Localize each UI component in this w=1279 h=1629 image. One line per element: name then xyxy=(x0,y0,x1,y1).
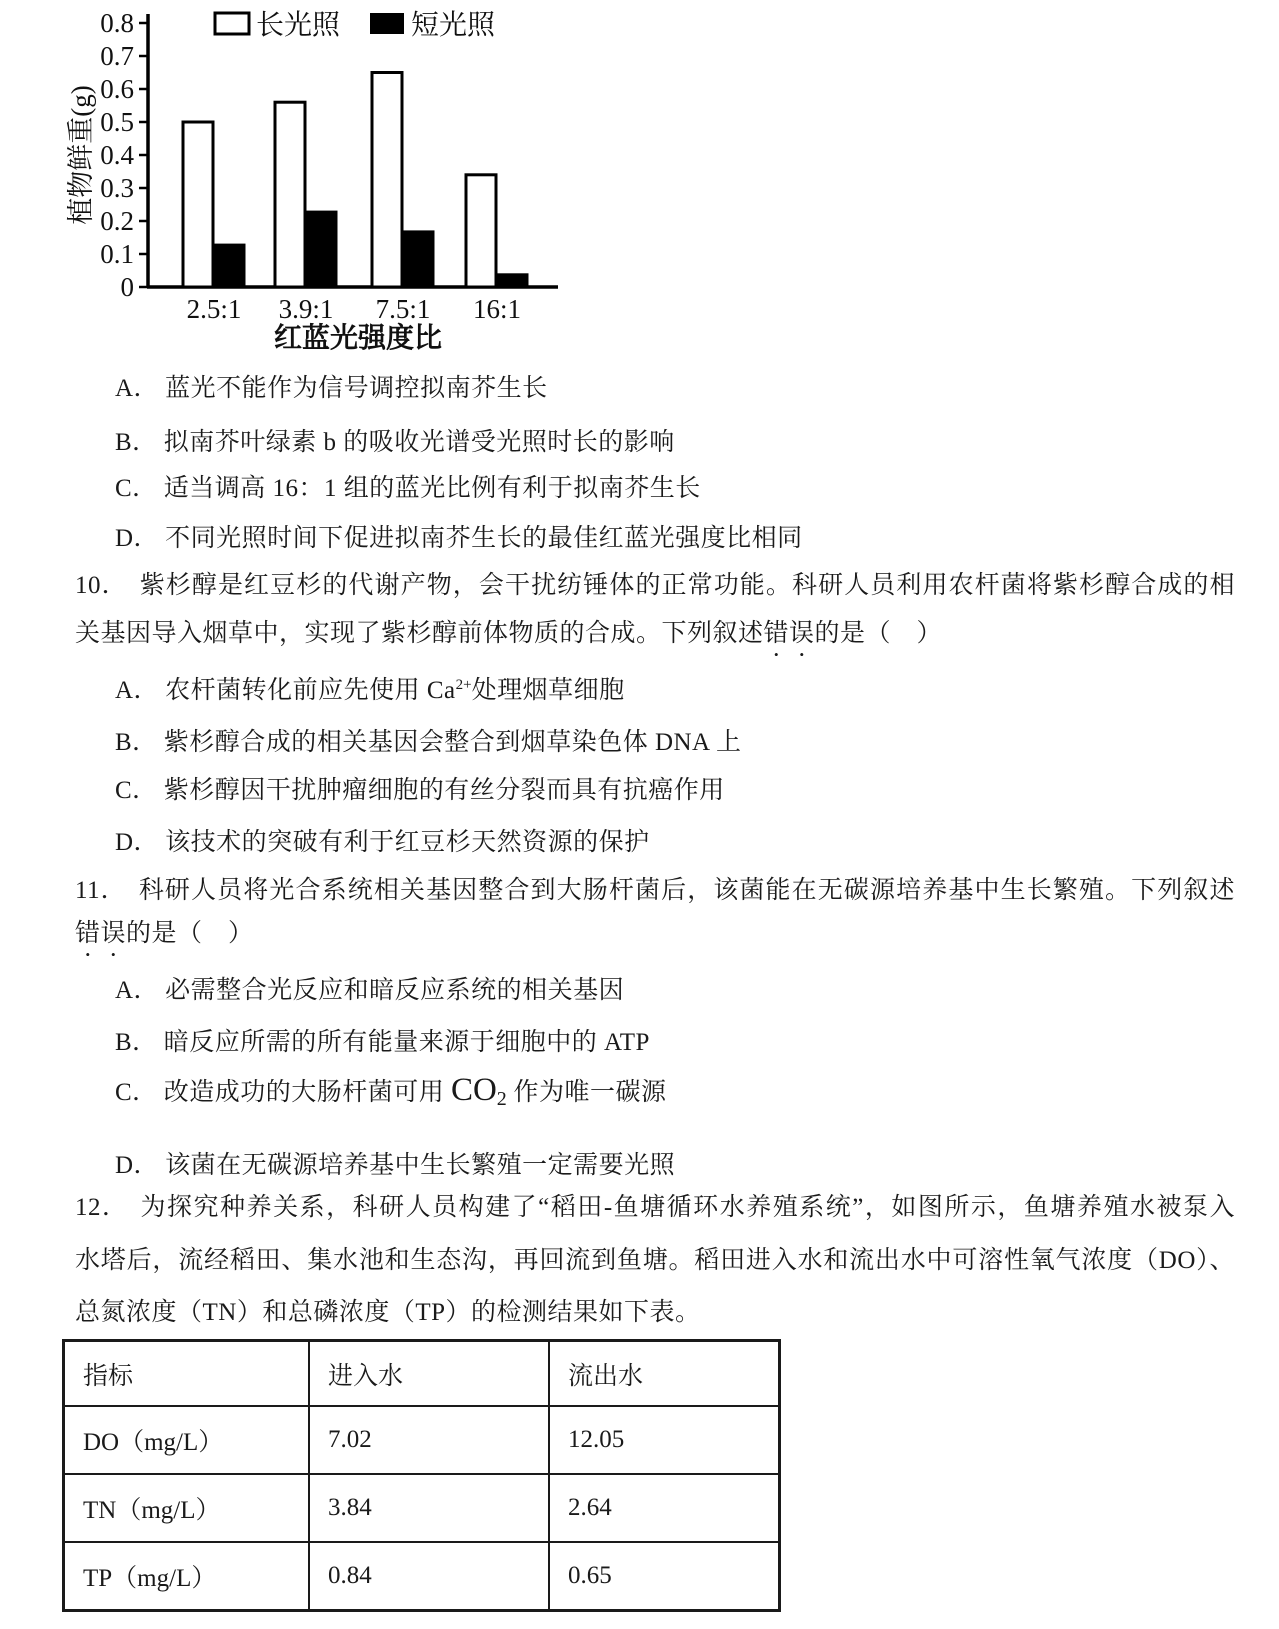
stem-text: 为探究种养关系，科研人员构建了“稻田-鱼塘循环水养殖系统”，如图所示，鱼塘养殖水被泵入 xyxy=(140,1194,1235,1221)
option-text: 作为唯一碳源 xyxy=(506,1079,667,1106)
superscript-ion: 2+ xyxy=(455,677,472,693)
table-row xyxy=(64,1474,780,1542)
y-tick-label: 0.8 xyxy=(100,8,134,38)
bar-short-light xyxy=(404,231,434,287)
bar-long-light xyxy=(183,122,213,287)
table-cell: TP（mg/L） xyxy=(64,1542,310,1611)
option-label: B． xyxy=(115,429,158,456)
table-row xyxy=(64,1406,780,1474)
q12-stem-line-2 xyxy=(75,1247,1235,1275)
x-tick-label: 2.5:1 xyxy=(186,294,242,324)
bar-short-light xyxy=(498,274,528,287)
question-number: 11． xyxy=(75,877,127,904)
q9-option-a xyxy=(115,375,548,403)
x-tick-label: 3.9:1 xyxy=(278,294,334,324)
stem-text: 科研人员将光合系统相关基因整合到大肠杆菌后，该菌能在无碳源培养基中生长繁殖。下列叙述 xyxy=(138,877,1235,904)
stem-text: 的是（ ） xyxy=(814,620,943,647)
stem-text: 的是（ ） xyxy=(126,920,254,947)
q11-option-c xyxy=(115,1072,667,1110)
q10-option-c xyxy=(115,777,725,805)
option-text: 必需整合光反应和暗反应系统的相关基因 xyxy=(165,977,625,1004)
q9-option-b xyxy=(115,429,675,457)
q10-stem-line-2 xyxy=(75,620,942,662)
y-tick-label: 0.1 xyxy=(100,239,134,269)
table-header-row xyxy=(64,1341,780,1407)
x-tick-label: 16:1 xyxy=(472,294,522,324)
option-label: B． xyxy=(115,1029,158,1056)
table-cell: 7.02 xyxy=(309,1406,549,1474)
table-cell: 3.84 xyxy=(309,1474,549,1542)
y-tick-label: 0.6 xyxy=(100,74,134,104)
option-text: 暗反应所需的所有能量来源于细胞中的 ATP xyxy=(163,1029,650,1056)
water-quality-table xyxy=(62,1339,781,1612)
q10-option-b xyxy=(115,729,741,757)
q11-option-d xyxy=(115,1152,675,1180)
option-label: D． xyxy=(115,1152,160,1179)
chemical-formula: $CO_2$ xyxy=(450,1072,507,1110)
option-text: 该菌在无碳源培养基中生长繁殖一定需要光照 xyxy=(165,1152,676,1179)
table-cell: TN（mg/L） xyxy=(64,1474,310,1542)
option-text: 该技术的突破有利于红豆杉天然资源的保护 xyxy=(165,829,650,856)
q12-stem-line-3 xyxy=(75,1299,701,1327)
option-label: D． xyxy=(115,525,160,552)
option-text: 蓝光不能作为信号调控拟南芥生长 xyxy=(165,375,548,402)
q9-option-c xyxy=(115,475,701,503)
q10-option-d xyxy=(115,829,650,857)
x-axis-title: 红蓝光强度比 xyxy=(273,323,443,352)
table-row xyxy=(64,1542,780,1611)
option-text: 处理烟草细胞 xyxy=(471,677,625,704)
bar-long-light xyxy=(275,102,305,287)
option-text: 拟南芥叶绿素 b 的吸收光谱受光照时长的影响 xyxy=(163,429,675,456)
x-tick-label: 7.5:1 xyxy=(375,294,431,324)
legend-swatch-short-light xyxy=(370,13,404,34)
table-cell: 12.05 xyxy=(549,1406,780,1474)
subscript: 2 xyxy=(496,1088,507,1110)
q11-option-b xyxy=(115,1029,650,1057)
option-label: C． xyxy=(115,1079,158,1106)
option-text: 紫杉醇合成的相关基因会整合到烟草染色体 DNA 上 xyxy=(163,729,742,756)
option-text: 紫杉醇因干扰肿瘤细胞的有丝分裂而具有抗癌作用 xyxy=(163,777,725,804)
option-label: C． xyxy=(115,777,158,804)
q11-stem-line-1 xyxy=(75,877,1235,905)
bar-short-light xyxy=(215,244,245,287)
stem-text: 紫杉醇是红豆杉的代谢产物，会干扰纺锤体的正常功能。科研人员利用农杆菌将紫杉醇合成的相 xyxy=(139,572,1235,599)
option-label: A． xyxy=(115,677,160,704)
stem-text: 总氮浓度（TN）和总磷浓度（TP）的检测结果如下表。 xyxy=(75,1299,701,1326)
option-text: 农杆菌转化前应先使用 Ca xyxy=(165,677,456,704)
bar-long-light xyxy=(466,175,496,287)
option-text: 不同光照时间下促进拟南芥生长的最佳红蓝光强度比相同 xyxy=(165,525,803,552)
bar-short-light xyxy=(307,211,337,287)
option-label: B． xyxy=(115,729,158,756)
question-number: 12． xyxy=(75,1194,129,1221)
table-header-cell: 指标 xyxy=(64,1341,310,1407)
table-header-cell: 流出水 xyxy=(549,1341,780,1407)
q10-stem-line-1 xyxy=(75,572,1235,600)
table-cell: DO（mg/L） xyxy=(64,1406,310,1474)
stem-text: 关基因导入烟草中，实现了紫杉醇前体物质的合成。下列叙述 xyxy=(75,620,764,647)
bar-long-light xyxy=(372,73,402,288)
stem-text: 水塔后，流经稻田、集水池和生态沟，再回流到鱼塘。稻田进入水和流出水中可溶性氧气浓度（DO）、 xyxy=(75,1247,1235,1274)
q11-option-a xyxy=(115,977,624,1005)
y-axis-title: 植物鲜重(g) xyxy=(66,85,96,225)
emphasized-text: 错误 xyxy=(763,620,815,647)
option-label: A． xyxy=(115,977,160,1004)
option-text: 改造成功的大肠杆菌可用 xyxy=(163,1079,451,1106)
y-tick-label: 0.4 xyxy=(100,140,134,170)
y-tick-label: 0 xyxy=(120,272,134,302)
option-label: C． xyxy=(115,475,158,502)
q11-stem-line-2 xyxy=(75,920,254,962)
question-number: 10． xyxy=(75,572,128,599)
y-tick-label: 0.3 xyxy=(100,173,134,203)
y-tick-label: 0.7 xyxy=(100,41,134,71)
table-header-cell: 进入水 xyxy=(309,1341,549,1407)
legend-label-long-light: 长光照 xyxy=(256,10,341,41)
y-tick-label: 0.2 xyxy=(100,206,134,236)
q10-option-a xyxy=(115,677,625,705)
table-cell: 2.64 xyxy=(549,1474,780,1542)
table-cell: 0.84 xyxy=(309,1542,549,1611)
bar-chart xyxy=(58,0,638,352)
y-tick-label: 0.5 xyxy=(100,107,134,137)
q12-stem-line-1 xyxy=(75,1194,1235,1222)
legend-label-short-light: 短光照 xyxy=(411,10,496,41)
table-cell: 0.65 xyxy=(549,1542,780,1611)
emphasized-text: 错误 xyxy=(75,920,127,947)
legend-swatch-long-light xyxy=(215,13,249,34)
option-text: 适当调高 16：1 组的蓝光比例有利于拟南芥生长 xyxy=(163,475,701,502)
option-label: A． xyxy=(115,375,160,402)
option-label: D． xyxy=(115,829,160,856)
q9-option-d xyxy=(115,525,803,553)
